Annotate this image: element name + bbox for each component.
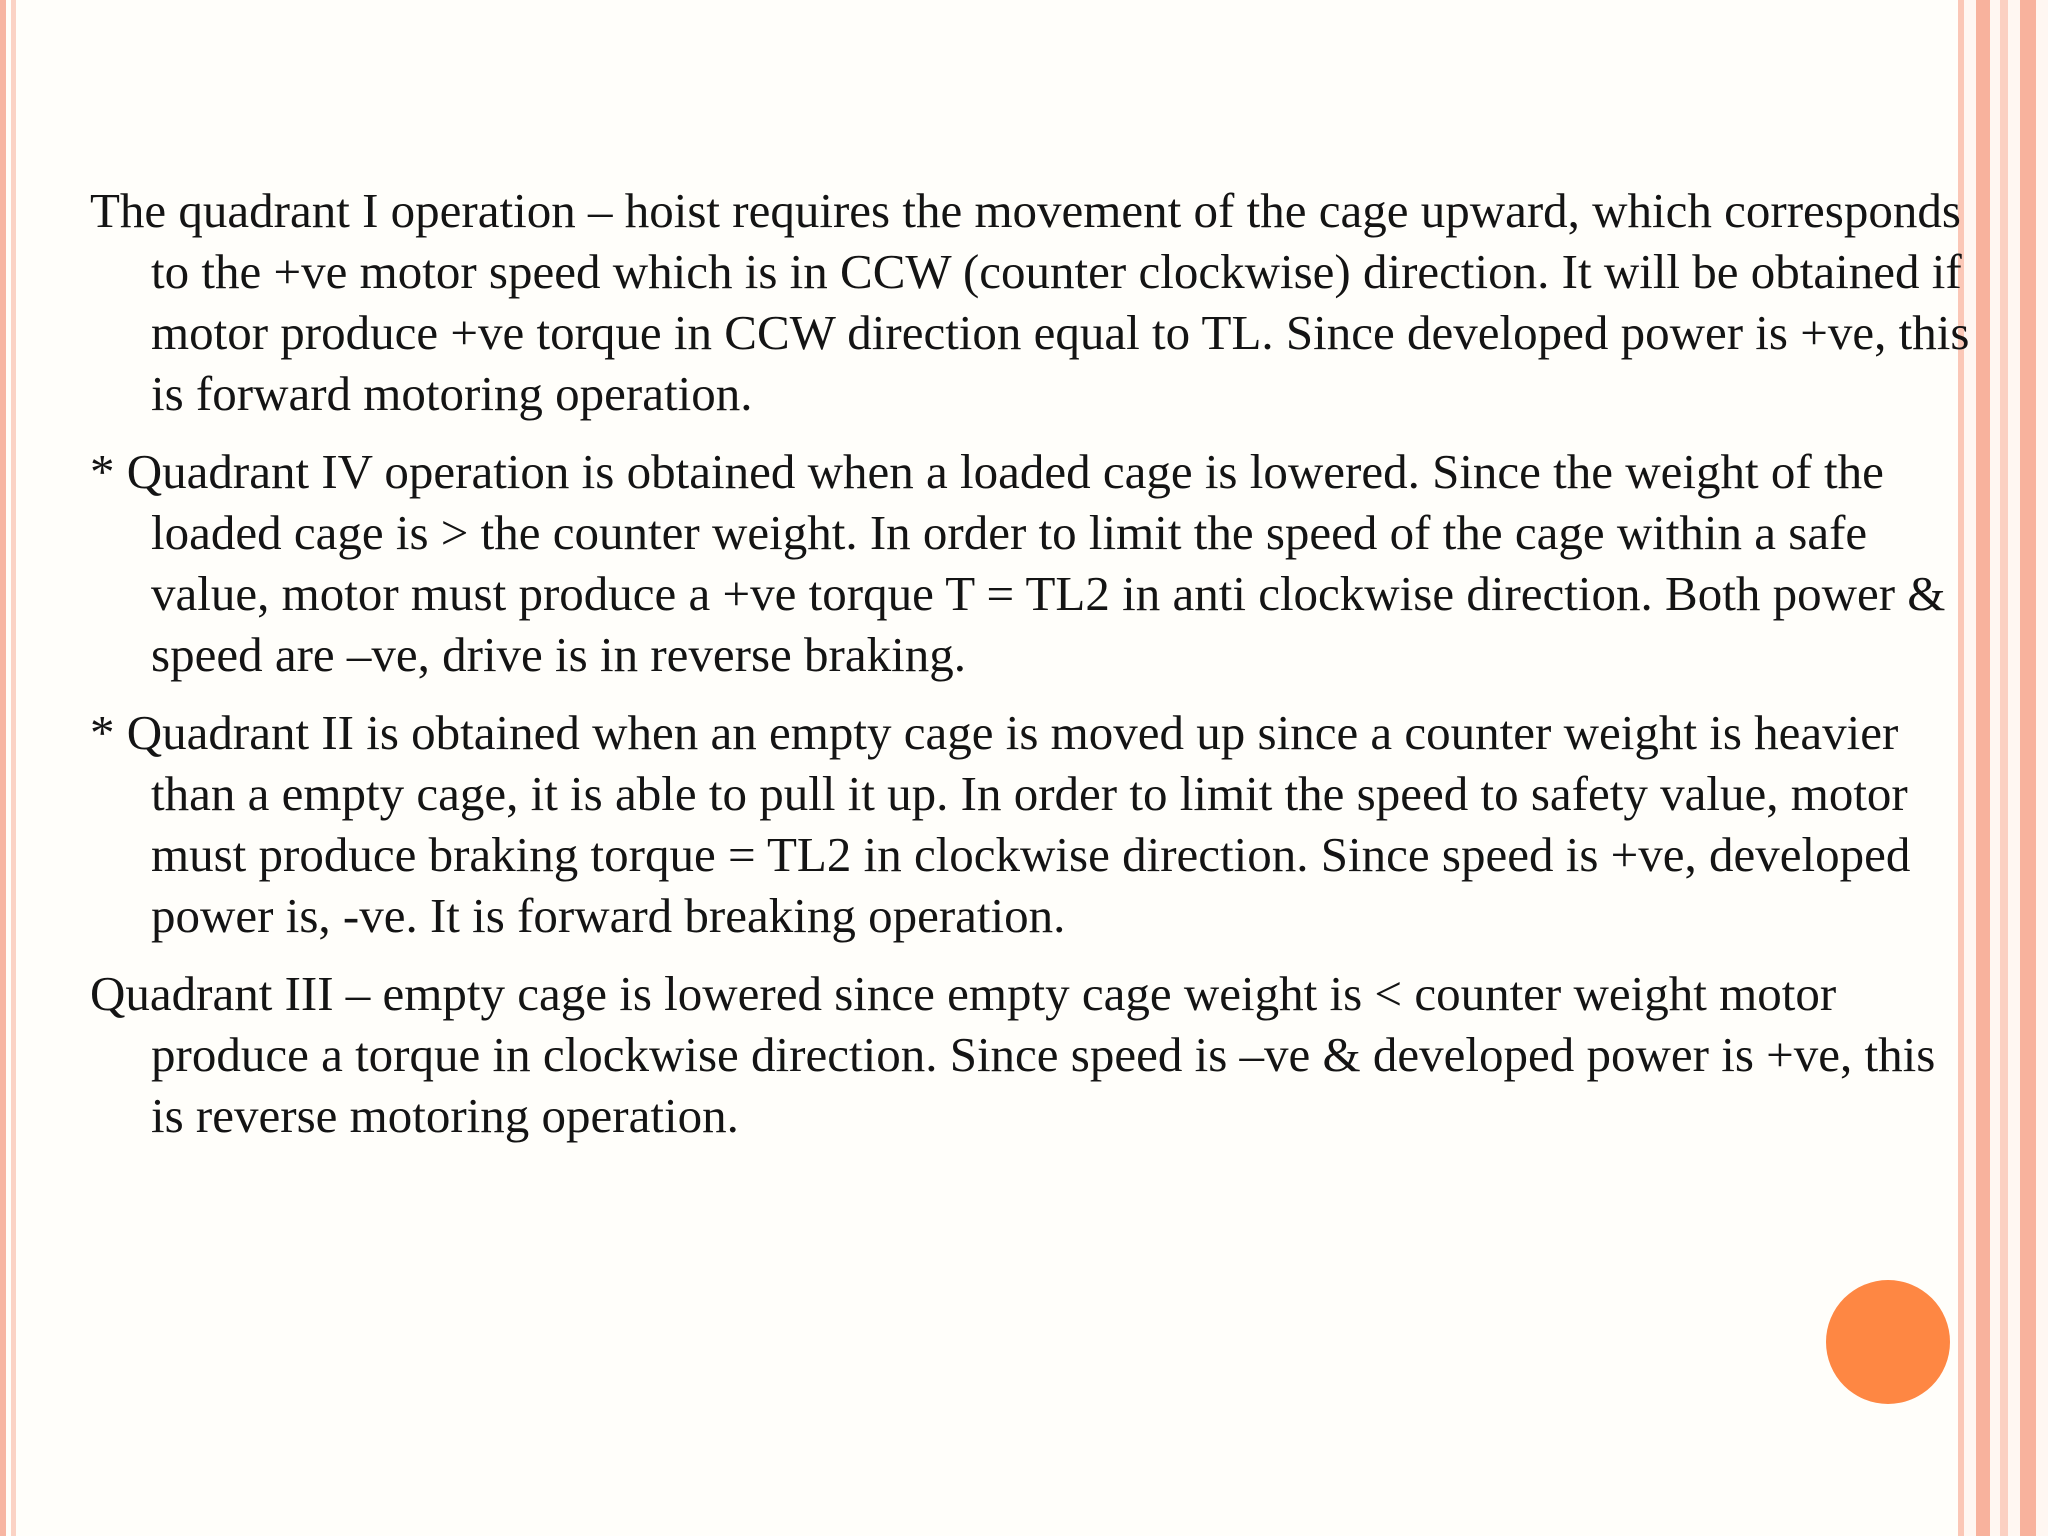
left-border-inner: [11, 0, 16, 1536]
right-border-stripe: [2000, 0, 2008, 1536]
left-border-outer: [0, 0, 6, 1536]
slide-body: [90, 180, 1970, 1163]
paragraph-quadrant-4: * Quadrant IV operation is obtained when a loaded cage is lowered. Since the weight of the loaded cage is > the counter weight. In order to limit the speed of the cage within a safe value, motor must produce a +ve torque T = TL2 in anti clockwise direction. Both power & speed are –ve, drive is in reverse braking.: [90, 444, 1946, 682]
paragraph-quadrant-1: The quadrant I operation – hoist requires the movement of the cage upward, which corresponds to the +ve motor speed which is in CCW (counter clockwise) direction. It will be obtained if motor produce +ve torque in CCW direction equal to TL. Since developed power is +ve, this is forward motoring operation.: [90, 183, 1970, 421]
right-border-stripe: [2020, 0, 2036, 1536]
paragraph-quadrant-3: Quadrant III – empty cage is lowered since empty cage weight is < counter weight motor produce a torque in clockwise direction. Since speed is –ve & developed power is +ve, this is reverse motoring operation.: [90, 966, 1936, 1143]
decorative-orange-circle: [1826, 1280, 1950, 1404]
right-border: [1958, 0, 2048, 1536]
paragraph-quadrant-2: * Quadrant II is obtained when an empty cage is moved up since a counter weight is heavier than a empty cage, it is able to pull it up. In order to limit the speed to safety value, motor must produce braking torque = TL2 in clockwise direction. Since speed is +ve, developed power is, -ve. It is forward breaking operation.: [90, 705, 1911, 943]
right-border-stripe: [1976, 0, 1990, 1536]
